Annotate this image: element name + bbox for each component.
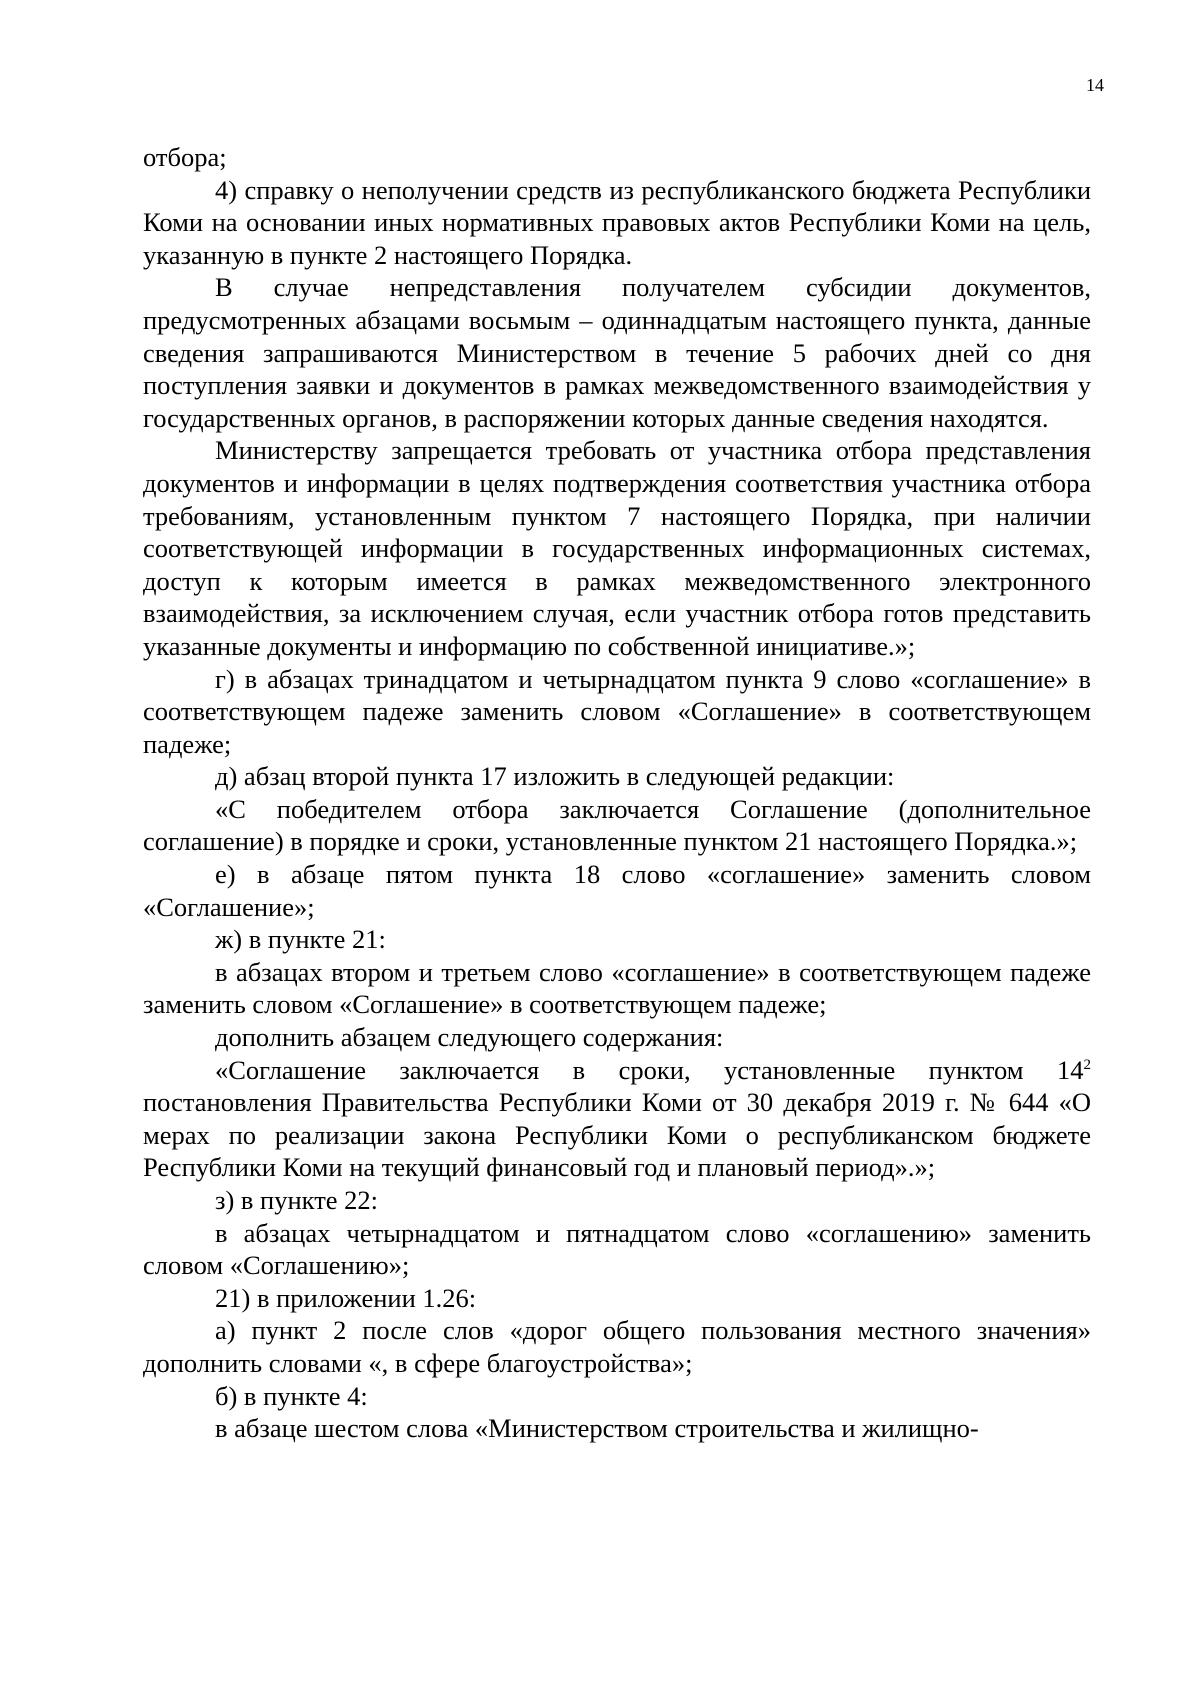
paragraph-text-after: постановления Правительства Республики Коми от 30 декабря 2019 г. № 644 «О мерах по реализации закона Республики Коми о республиканском бюджете Республики Коми на текущий финансовый год и плановый период».»; bbox=[143, 1087, 1091, 1183]
paragraph: дополнить абзацем следующего содержания: bbox=[215, 1022, 724, 1053]
document-body bbox=[143, 141, 1091, 1445]
paragraph-with-superscript bbox=[143, 1054, 1091, 1184]
paragraph-text-before: «Соглашение заключается в сроки, установленные пунктом 14 bbox=[215, 1054, 1084, 1085]
paragraph: е) в абзаце пятом пункта 18 слово «соглашение» заменить словом «Соглашение»; bbox=[143, 859, 1091, 922]
paragraph: в абзацах втором и третьем слово «соглашение» в соответствующем падеже заменить словом «Соглашение» в соответствующем падеже; bbox=[143, 956, 1091, 1020]
paragraph: а) пункт 2 после слов «дорог общего пользования местного значения» дополнить словами «, в сфере благоустройства»; bbox=[143, 1315, 1091, 1378]
paragraph: «С победителем отбора заключается Соглашение (дополнительное соглашение) в порядке и сроки, установленные пунктом 21 настоящего Порядка.»; bbox=[143, 793, 1091, 857]
paragraph: Министерству запрещается требовать от участника отбора представления документов и информации в целях подтверждения соответствия участника отбора требованиям, установленным пунктом 7 настоящего Порядка, при наличии соответствующей информации в государственных информационных системах, доступ к которым имеется в рамках межведомственного электронного взаимодействия, за исключением случая, если участник отбора готов представить указанные документы и информацию по собственной инициативе.»; bbox=[143, 435, 1091, 661]
paragraph: В случае непредставления получателем субсидии документов, предусмотренных абзацами восьмым – одиннадцатым настоящего пункта, данные сведения запрашиваются Министерством в течение 5 рабочих дней со дня поступления заявки и документов в рамках межведомственного взаимодействия у государственных органов, в распоряжении которых данные сведения находятся. bbox=[143, 272, 1091, 433]
superscript: 2 bbox=[1083, 1056, 1091, 1073]
page-number: 14 bbox=[1086, 75, 1104, 95]
paragraph: 21) в приложении 1.26: bbox=[215, 1282, 477, 1313]
paragraph: з) в пункте 22: bbox=[215, 1185, 379, 1215]
paragraph: отбора; bbox=[143, 142, 227, 172]
paragraph: ж) в пункте 21: bbox=[215, 924, 386, 955]
paragraph: в абзаце шестом слова «Министерством строительства и жилищно- bbox=[215, 1413, 979, 1444]
paragraph: в абзацах четырнадцатом и пятнадцатом слово «соглашению» заменить словом «Соглашению»; bbox=[143, 1217, 1091, 1281]
paragraph: д) абзац второй пункта 17 изложить в следующей редакции: bbox=[215, 761, 895, 792]
paragraph: б) в пункте 4: bbox=[215, 1380, 368, 1411]
paragraph: г) в абзацах тринадцатом и четырнадцатом пункта 9 слово «соглашение» в соответствующем падеже заменить словом «Соглашение» в соответствующем падеже; bbox=[143, 663, 1091, 759]
paragraph: 4) справку о неполучении средств из республиканского бюджета Республики Коми на основании иных нормативных правовых актов Республики Коми на цель, указанную в пункте 2 настоящего Порядка. bbox=[143, 174, 1091, 270]
